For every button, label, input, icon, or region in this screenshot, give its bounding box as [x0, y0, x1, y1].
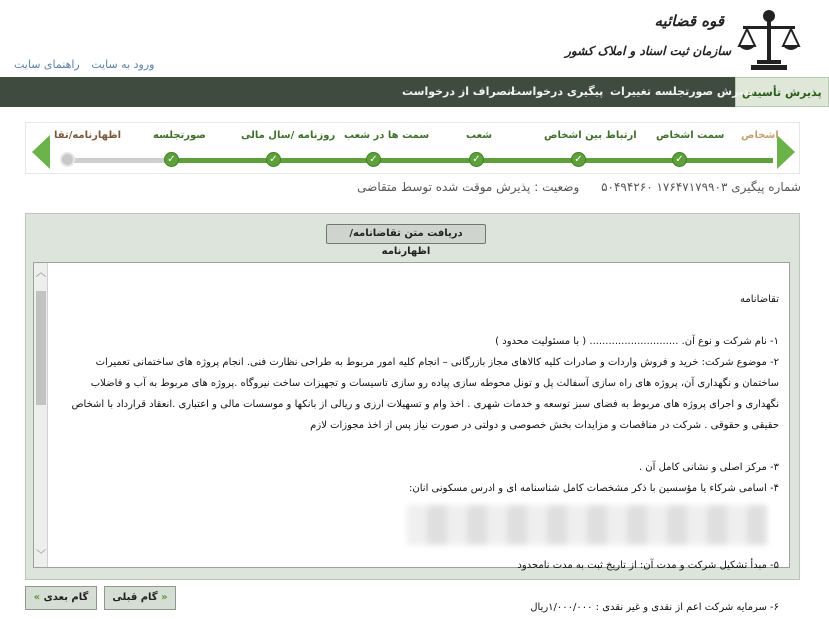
menu-item-change-minutes[interactable]: پذیرش صورتجلسه تغییرات [610, 85, 754, 98]
wizard-next-arrow-icon[interactable] [777, 135, 795, 169]
wizard-step-newspaper[interactable]: روزنامه /سال مالی [241, 130, 336, 141]
double-chevron-right-icon: » [161, 592, 168, 603]
step-check-icon: ✓ [571, 152, 586, 167]
previous-step-button[interactable] [104, 586, 176, 610]
next-step-button[interactable] [25, 586, 97, 610]
step-check-icon: ✓ [672, 152, 687, 167]
menu-item-establishment[interactable]: پذیرش تأسیس [735, 77, 829, 107]
declaration-text [56, 289, 779, 618]
status-label: وضعیت : [534, 180, 580, 194]
tracking-info [357, 180, 801, 194]
redacted-block [407, 505, 767, 545]
site-guide-link[interactable]: راهنمای سایت [14, 58, 80, 71]
vertical-scrollbar[interactable] [34, 263, 48, 567]
tracking-number-label: شماره پیگیری [731, 180, 801, 194]
previous-step-label: گام قبلی [112, 592, 158, 603]
document-line-duration: ۵- مبدأ تشکیل شرکت و مدت آن: از تاریخ ثبت به مدت نامحدود [517, 560, 779, 571]
menu-item-track-request[interactable]: پیگیری درخواست [510, 85, 604, 98]
scroll-thumb[interactable] [36, 291, 46, 405]
main-menu [0, 77, 822, 107]
logo-subtitle: سازمان ثبت اسناد و املاک کشور [565, 44, 731, 58]
document-line-address: ۳- مرکز اصلی و نشانی کامل آن . [638, 462, 779, 473]
wizard-step-branches[interactable]: شعب [466, 130, 493, 141]
login-link[interactable]: ورود به سایت [91, 58, 155, 71]
step-wizard [25, 122, 800, 174]
next-step-label: گام بعدی [43, 592, 89, 603]
wizard-step-person-relations[interactable]: ارتباط بین اشخاص [544, 130, 637, 141]
wizard-remaining-line [66, 158, 176, 163]
menu-item-cancel-request[interactable]: انصراف از درخواست [402, 85, 515, 98]
step-check-icon: ✓ [469, 152, 484, 167]
wizard-step-branch-roles[interactable]: سمت ها در شعب [344, 130, 430, 141]
scroll-up-icon[interactable]: ︿ [36, 268, 46, 279]
document-line-company-name: ۱- نام شرکت و نوع آن. ............................ ( با مسئولیت محدود ) [495, 336, 779, 347]
step-pending-icon [60, 152, 75, 167]
site-header [0, 0, 819, 77]
wizard-step-minutes[interactable]: صورتجلسه [153, 130, 206, 141]
fetch-declaration-button[interactable]: دریافت متن تقاضانامه/اظهارنامه [326, 224, 486, 244]
tracking-number: ۱۷۶۴۷۱۷۹۹۰۳ ۵۰۴۹۴۲۶۰ [601, 180, 728, 194]
judiciary-emblem-icon [737, 6, 801, 72]
step-check-icon: ✓ [164, 152, 179, 167]
step-check-icon: ✓ [366, 152, 381, 167]
document-line-subject: ۲- موضوع شرکت: خرید و فروش واردات و صادرات کلیه کالاهای مجاز بازرگانی – انجام کلیه امور مربوط به طراحی نظارت فنی. انجام پروژه های ساختمانی تعمیرات ساختمان و نگهداری آن، پروژه های راه سازی آسفالت پل و تونل محوطه سازی پیاده رو سازی تاسیسات و تجهیزات ساخت نیروگاه .پروژه های مربوط به آب و فاضلاب نگهداری و اجرای پروژه های مربوط به فضای سبز توسعه و خدمات شهری . اخذ وام و تسهیلات ارزی و ریالی از بانکها و موسسات مالی و اعتباری .انعقاد قرارداد با اشخاص حقیقی و حقوقی . شرکت در مناقصات و مزایدات بخش خصوصی و دولتی در صورت نیاز پس از اخذ مجوزات لازم [68, 357, 779, 431]
scroll-down-icon[interactable]: ﹀ [36, 550, 46, 561]
wizard-step-persons[interactable]: اشخاص [741, 130, 779, 141]
document-title: تقاضانامه [740, 294, 779, 305]
logo-title: قوه قضائیه [654, 12, 724, 30]
step-check-icon: ✓ [266, 152, 281, 167]
double-chevron-left-icon: « [33, 592, 41, 603]
top-links [6, 58, 154, 71]
wizard-prev-arrow-icon[interactable] [32, 135, 50, 169]
document-line-capital: ۶- سرمایه شرکت اعم از نقدی و غیر نقدی : ۱/۰۰۰/۰۰۰ریال [530, 602, 779, 613]
document-line-partners: ۴- اسامی شرکاء یا مؤسسین با ذکر مشخصات کامل شناسنامه ای و ادرس مسکونی انان: [409, 483, 779, 494]
wizard-step-person-roles[interactable]: سمت اشخاص [656, 130, 725, 141]
status-value: پذیرش موقت شده توسط متقاضی [357, 180, 531, 194]
wizard-step-declaration[interactable]: اظهارنامه/تقا [54, 130, 122, 141]
